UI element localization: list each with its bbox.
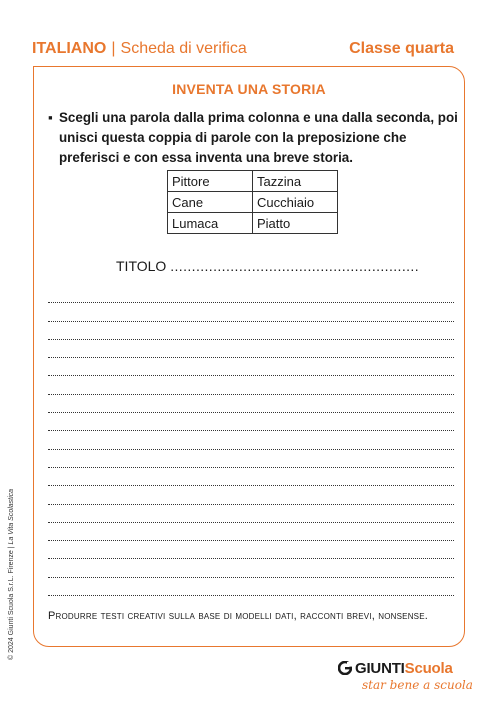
writing-line bbox=[48, 340, 454, 358]
worksheet-card bbox=[33, 66, 465, 647]
giunti-logo bbox=[338, 660, 473, 696]
table-cell: Tazzina bbox=[253, 171, 338, 192]
table-row bbox=[168, 213, 338, 234]
word-table bbox=[167, 170, 338, 234]
table-cell: Cane bbox=[168, 192, 253, 213]
writing-line bbox=[48, 559, 454, 577]
title-dots: .......................................................... bbox=[170, 258, 420, 274]
table-cell: Lumaca bbox=[168, 213, 253, 234]
copyright-text: © 2024 Giunti Scuola S.r.L. Firenze | bbox=[8, 546, 15, 660]
writing-line bbox=[48, 358, 454, 376]
class-label: Classe quarta bbox=[349, 40, 454, 57]
title-field bbox=[116, 258, 419, 274]
writing-line bbox=[48, 413, 454, 431]
bullet-icon: ▪ bbox=[48, 110, 53, 125]
brand-tagline: star bene a scuola bbox=[362, 678, 473, 692]
table-cell: Piatto bbox=[253, 213, 338, 234]
instruction bbox=[48, 108, 460, 168]
instruction-text: Scegli una parola dalla prima colonna e una dalla seconda, poi unisci questa coppia di parole con la preposizione che preferisci e con essa inventa una breve storia. bbox=[59, 110, 458, 165]
table-cell: Cucchiaio bbox=[253, 192, 338, 213]
writing-lines bbox=[48, 285, 454, 596]
writing-line bbox=[48, 578, 454, 596]
writing-line bbox=[48, 285, 454, 303]
worksheet-type: Scheda di verifica bbox=[120, 40, 247, 57]
table-row bbox=[168, 171, 338, 192]
writing-line bbox=[48, 541, 454, 559]
writing-line bbox=[48, 303, 454, 321]
table-cell: Pittore bbox=[168, 171, 253, 192]
writing-line bbox=[48, 486, 454, 504]
learning-objective: Produrre testi creativi sulla base di modelli dati, racconti brevi, nonsense. bbox=[48, 610, 429, 622]
header-separator: | bbox=[111, 40, 116, 57]
subject-label: ITALIANO bbox=[32, 40, 107, 57]
brand-accent: Scuola bbox=[404, 660, 453, 677]
magazine-name: La Vita Scolastica bbox=[8, 488, 15, 545]
copyright-notice bbox=[8, 489, 15, 660]
header-left bbox=[32, 40, 247, 58]
writing-line bbox=[48, 431, 454, 449]
writing-line bbox=[48, 322, 454, 340]
worksheet-title: INVENTA UNA STORIA bbox=[172, 81, 326, 97]
giunti-g-icon bbox=[338, 661, 352, 675]
writing-line bbox=[48, 523, 454, 541]
writing-line bbox=[48, 468, 454, 486]
table-row bbox=[168, 192, 338, 213]
writing-line bbox=[48, 450, 454, 468]
brand-name bbox=[355, 660, 453, 677]
writing-line bbox=[48, 376, 454, 394]
title-label: TITOLO bbox=[116, 258, 167, 274]
brand-main: GIUNTI bbox=[355, 660, 405, 677]
page-header bbox=[32, 40, 454, 62]
writing-line bbox=[48, 395, 454, 413]
writing-line bbox=[48, 505, 454, 523]
